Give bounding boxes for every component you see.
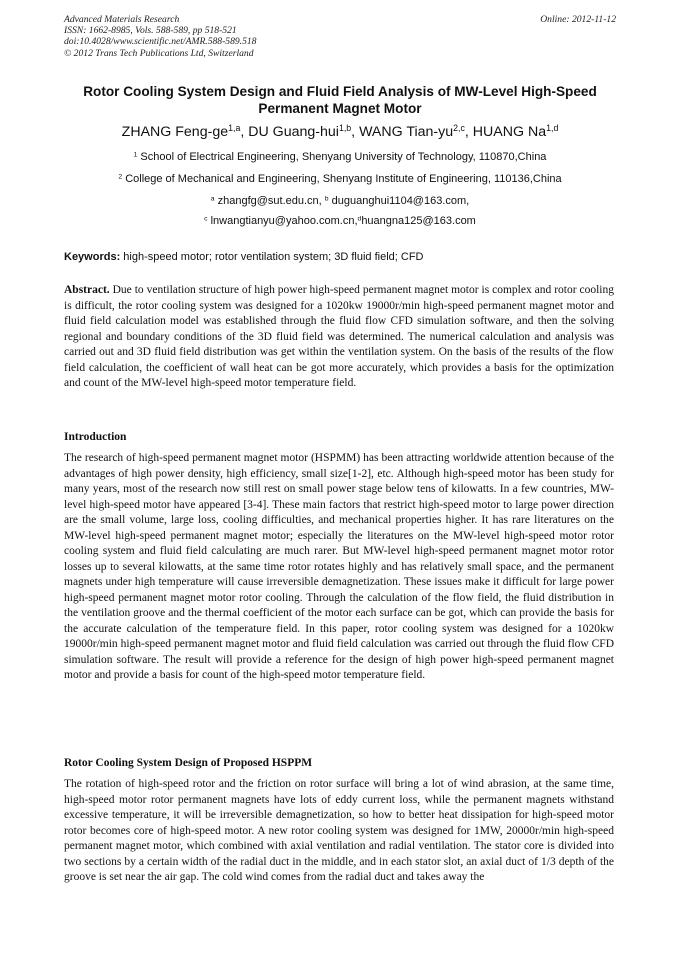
paper-title: Rotor Cooling System Design and Fluid Field Analysis of MW-Level High-Speed Permanent Magnet Motor (83, 84, 597, 116)
affiliation-2: $^2$ College of Mechanical and Engineering, Shenyang Institute of Engineering, 110136,China (118, 173, 562, 185)
author: WANG Tian-yu$^{2,c}$ (359, 123, 465, 140)
section-body-introduction: The research of high-speed permanent magnet motor (HSPMM) has been attracting worldwide attention because of the advantages of high power density, high efficiency, small size[1-2], etc. Although high-speed motor has been study for many years, most of the research now still rest on small power stage below tens of kilowatts. In a few countries, MW-level high-speed motor have appeared [3-4]. These main factors that restrict high-speed motor to large power direction are the small volume, large loss, cooling difficulties, and mechanical properties higher. It has rare literatures on the MW-level high-speed permanent magnet motor; especially the literatures on the MW-level high-speed motor rotor cooling system and fluid field calculating are much rarer. But MW-level high-speed permanent magnet motor rotor losses up to several kilowatts, at the same time rotor rotates highly and has relatively small space, and the permanent magnets under high temperature will cause irreversible demagnetization. These issues make it difficult for large power high-speed permanent magnet motor rotor cooling. Through the calculation of the flow field, the fluid distribution in the ventilation groove and the thermal coefficient of the motor each surface can be got, which can provide the basis for the accurate calculation of the temperature field. In this paper, rotor cooling system was designed for a 1020kw 19000r/min high-speed permanent magnet motor and fluid field calculation was carried out through the fluid flow CFD simulation software. The result will provide a reference for the design of high power high-speed permanent magnet motor and provide a basis for count of the high-speed motor temperature field. (64, 452, 614, 681)
abstract-text: Due to ventilation structure of high power high-speed permanent magnet motor is complex and rotor cooling is difficult, the rotor cooling system was designed for a 1020kw 19000r/min high-speed permanent magnet motor and fluid field calculation model was established through the fluid flow CFD simulation software, and then the solving regional and boundary conditions of the 3D fluid field was determined. The numerical calculation and analysis was carried out and 3D fluid field distribution was get within the ventilation system. On the basis of the results of the flow field calculation, the coefficient of wall heat can be got more accurately, which provides a basis for the optimization and count of the MW-level high-speed motor temperature field. (64, 284, 614, 389)
section-body-rotor-cooling: The rotation of high-speed rotor and the friction on rotor surface will bring a lot of wind abrasion, at the same time, high-speed motor rotor permanent magnets have lots of eddy current loss, while the permanent magnets withstand excessive temperature, it will be irreversible demagnetization, so how to better heat dissipation for high-speed motor rotor becomes core of high-speed motor. A new rotor cooling system was designed for 1MW, 20000r/min high-speed permanent magnet motor, which combined with axial ventilation and radial ventilation. The stator core is divided into two sections by a certain width of the radial duct in the middle, and in each stator slot, an axial duct of 1/3 depth of the groove is set near the air gap. The cold wind comes from the radial duct and takes away the (64, 778, 614, 883)
author-list: ZHANG Feng-ge$^{1,a}$, DU Guang-hui$^{1,b}$, WANG Tian-yu$^{2,c}$, HUANG Na$^{1,d}$ (121, 123, 559, 140)
copyright-line: © 2012 Trans Tech Publications Ltd, Switzerland (64, 47, 254, 59)
abstract-label: Abstract. (64, 284, 110, 296)
doi-line: doi:10.4028/www.scientific.net/AMR.588-589.518 (64, 36, 257, 48)
keywords-text: high-speed motor; rotor ventilation system; 3D fluid field; CFD (120, 251, 424, 263)
section-heading-introduction: Introduction (64, 431, 127, 443)
email-line-2: $^c$ lnwangtianyu@yahoo.com.cn,$^d$huangna125@163.com (204, 215, 476, 227)
author: ZHANG Feng-ge$^{1,a}$ (121, 123, 241, 140)
affiliation-1: $^1$ School of Electrical Engineering, Shenyang University of Technology, 110870,China (133, 151, 547, 163)
journal-header (64, 14, 616, 59)
section-heading-rotor-cooling: Rotor Cooling System Design of Proposed HSPPM (64, 757, 313, 769)
email-line-1: $^a$ zhangfg@sut.edu.cn, $^b$ duguanghui1104@163.com, (210, 195, 470, 207)
abstract (64, 283, 614, 392)
issn-line: ISSN: 1662-8985, Vols. 588-589, pp 518-521 (64, 25, 237, 37)
journal-name: Advanced Materials Research (64, 14, 180, 25)
online-date: Online: 2012-11-12 (540, 14, 616, 25)
keywords-label: Keywords: (64, 251, 121, 263)
keywords (64, 250, 616, 264)
author: DU Guang-hui$^{1,b}$ (248, 123, 352, 140)
author: HUANG Na$^{1,d}$ (472, 123, 559, 140)
